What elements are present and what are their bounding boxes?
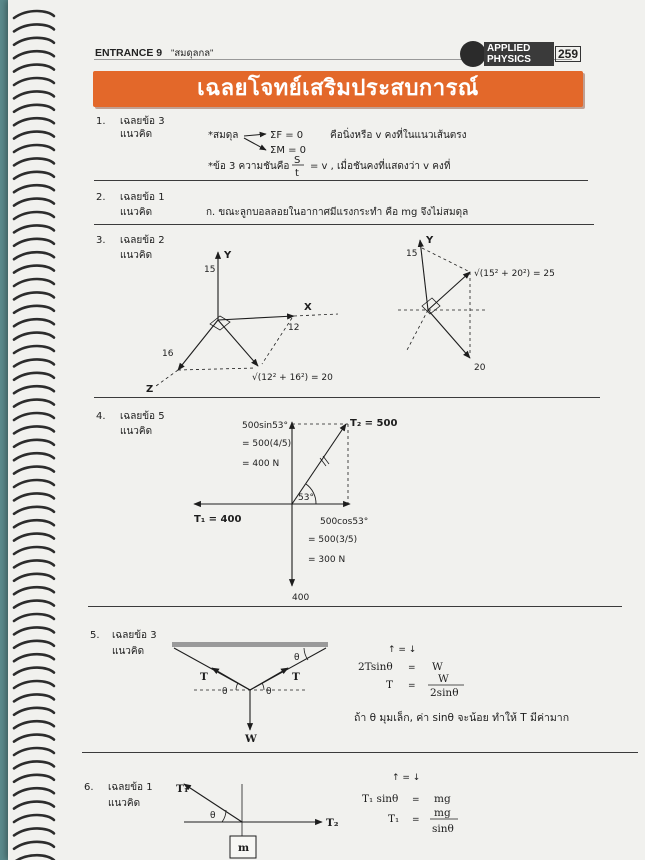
q5-right-tension-label: T (292, 671, 300, 683)
q6-eq1-right: mg (434, 793, 451, 805)
q2-answer: เฉลยข้อ 1 (120, 192, 165, 203)
q5-eq2-left: T (386, 679, 394, 691)
left-tension-arrow (212, 668, 250, 690)
right-y-label: Y (426, 235, 434, 246)
q4-angle-label: 53° (298, 493, 314, 503)
q4-down-label: 400 (292, 593, 310, 603)
q6-t1-label: T₁ (176, 783, 189, 795)
dashed-guide (178, 368, 256, 370)
q1-label: แนวคิด (120, 129, 153, 140)
q6-eq2-denominator: sinθ (432, 823, 454, 835)
q6-hanging-mass-diagram (176, 773, 458, 858)
q1-number: 1. (96, 116, 106, 127)
q6-label: แนวคิด (108, 798, 141, 809)
q5-answer: เฉลยข้อ 3 (112, 630, 157, 641)
section-banner: เฉลยโจทย์เสริมประสบการณ์ (93, 71, 583, 107)
q2-explanation: ก. ขณะลูกบอลลอยในอากาศมีแรงกระทำ คือ mg จึงไม่สมดุล (206, 207, 469, 218)
q2-number: 2. (96, 192, 106, 203)
q6-eq2-numerator: mg (434, 807, 451, 819)
q1-slope-prefix: *ข้อ 3 ความชันคือ (208, 161, 290, 172)
q3-axes-diagram-right (398, 235, 555, 373)
angle-arc (222, 810, 226, 822)
q1-slope-numerator: S (294, 155, 301, 166)
t2-arrow (292, 424, 346, 504)
chapter-label: ENTRANCE 9 (95, 47, 163, 59)
q4-t2-label: T₂ = 500 (350, 418, 398, 429)
q4-tension-diagram (194, 418, 397, 603)
right-15-label: 15 (406, 249, 418, 259)
q5-eq2-sign: = (408, 681, 416, 691)
ceiling-bar (172, 642, 328, 647)
q6-answer: เฉลยข้อ 1 (108, 782, 153, 793)
logo-line1: APPLIED (487, 43, 531, 54)
diagrams (8, 0, 645, 860)
q5-left-tension-label: T (200, 671, 208, 683)
angle-arc (262, 683, 264, 690)
axis-x-label: X (304, 302, 312, 313)
q4-number: 4. (96, 411, 106, 422)
right-20-label: 20 (474, 363, 486, 373)
q5-balance-arrows: ↑ = ↓ (388, 645, 417, 655)
q6-eq1-sign: = (412, 795, 420, 805)
dashed-guide (422, 248, 470, 272)
q3-axes-diagram-left (146, 250, 338, 395)
right-resultant-arrow (428, 272, 470, 310)
q1-balance-prefix: *สมดุล (208, 130, 239, 141)
page-number: 259 (555, 46, 581, 62)
page-content (8, 0, 645, 860)
q6-t2-label: T₂ (326, 817, 339, 829)
q6-mass-label: m (238, 842, 250, 854)
q2-label: แนวคิด (120, 207, 153, 218)
q6-eq2-left: T₁ (388, 813, 400, 825)
q4-t1-label: T₁ = 400 (194, 514, 242, 525)
dashed-guide (406, 310, 428, 352)
logo-line2: PHYSICS (487, 54, 531, 65)
y-value-label: 15 (204, 265, 216, 275)
book-page (8, 0, 645, 860)
q1-sum-force: ΣF = 0 (270, 130, 304, 141)
q6-theta: θ (210, 811, 216, 821)
q4-cos-line2: = 500(3/5) (308, 535, 358, 545)
resultant-right-label: √(15² + 20²) = 25 (474, 269, 555, 279)
q1-slope-denominator: t (295, 168, 299, 179)
q5-note: ถ้า θ มุมเล็ก, ค่า sinθ จะน้อย ทำให้ T มีค่ามาก (354, 712, 570, 724)
z-value-label: 16 (162, 349, 174, 359)
chapter-title: "สมดุลกล" (171, 48, 214, 59)
q6-eq1-left: T₁ sinθ (362, 793, 399, 805)
q4-sin-line3: = 400 N (242, 459, 280, 469)
right-y-arrow (420, 240, 428, 310)
x-axis-extension (294, 314, 338, 316)
q6-eq2-sign: = (412, 815, 420, 825)
q4-cos-line3: = 300 N (308, 555, 346, 565)
q5-eq2-numerator: W (438, 673, 449, 685)
q6-number: 6. (84, 782, 94, 793)
q4-label: แนวคิด (120, 426, 153, 437)
q3-number: 3. (96, 235, 106, 246)
q1-slope-conclusion: = v , เมื่อชันคงที่แสดงว่า v คงที่ (310, 161, 451, 172)
q5-eq1-right: W (432, 661, 443, 673)
resultant-left-label: √(12² + 16²) = 20 (252, 373, 333, 383)
q4-sin-line1: 500sin53° (242, 421, 289, 431)
q3-answer: เฉลยข้อ 2 (120, 235, 165, 246)
axis-z-label: Z (146, 384, 154, 395)
q3-label: แนวคิด (120, 250, 153, 261)
q4-sin-line2: = 500(4/5) (242, 439, 292, 449)
q4-answer: เฉลยข้อ 5 (120, 411, 165, 422)
angle-arc (236, 683, 238, 690)
q5-theta-right: θ (266, 687, 272, 697)
q1-sum-force-desc: คือนิ่งหรือ v คงที่ในแนวเส้นตรง (330, 130, 467, 141)
q5-label: แนวคิด (112, 646, 145, 657)
q1-answer: เฉลยข้อ 3 (120, 116, 165, 127)
q1-arrows (244, 134, 266, 150)
z-axis-arrow (178, 320, 218, 370)
axis-y-label: Y (224, 250, 232, 261)
z-axis-extension (156, 370, 178, 386)
q6-balance-arrows: ↑ = ↓ (392, 773, 421, 783)
q5-eq1-sign: = (408, 663, 416, 673)
q5-hanging-weight-diagram (172, 642, 464, 745)
q5-theta-top: θ (294, 653, 300, 663)
q5-eq1-left: 2Tsinθ (358, 661, 393, 673)
q5-number: 5. (90, 630, 100, 641)
q5-eq2-denominator: 2sinθ (430, 687, 459, 699)
x-axis-arrow (218, 316, 294, 320)
q5-theta-left: θ (222, 687, 228, 697)
q5-weight-label: W (245, 733, 257, 745)
right-20-arrow (428, 310, 470, 358)
origin-marker (422, 298, 440, 314)
q4-cos-line1: 500cos53° (320, 517, 369, 527)
q1-sum-moment: ΣM = 0 (270, 145, 307, 156)
x-value-label: 12 (288, 323, 300, 333)
